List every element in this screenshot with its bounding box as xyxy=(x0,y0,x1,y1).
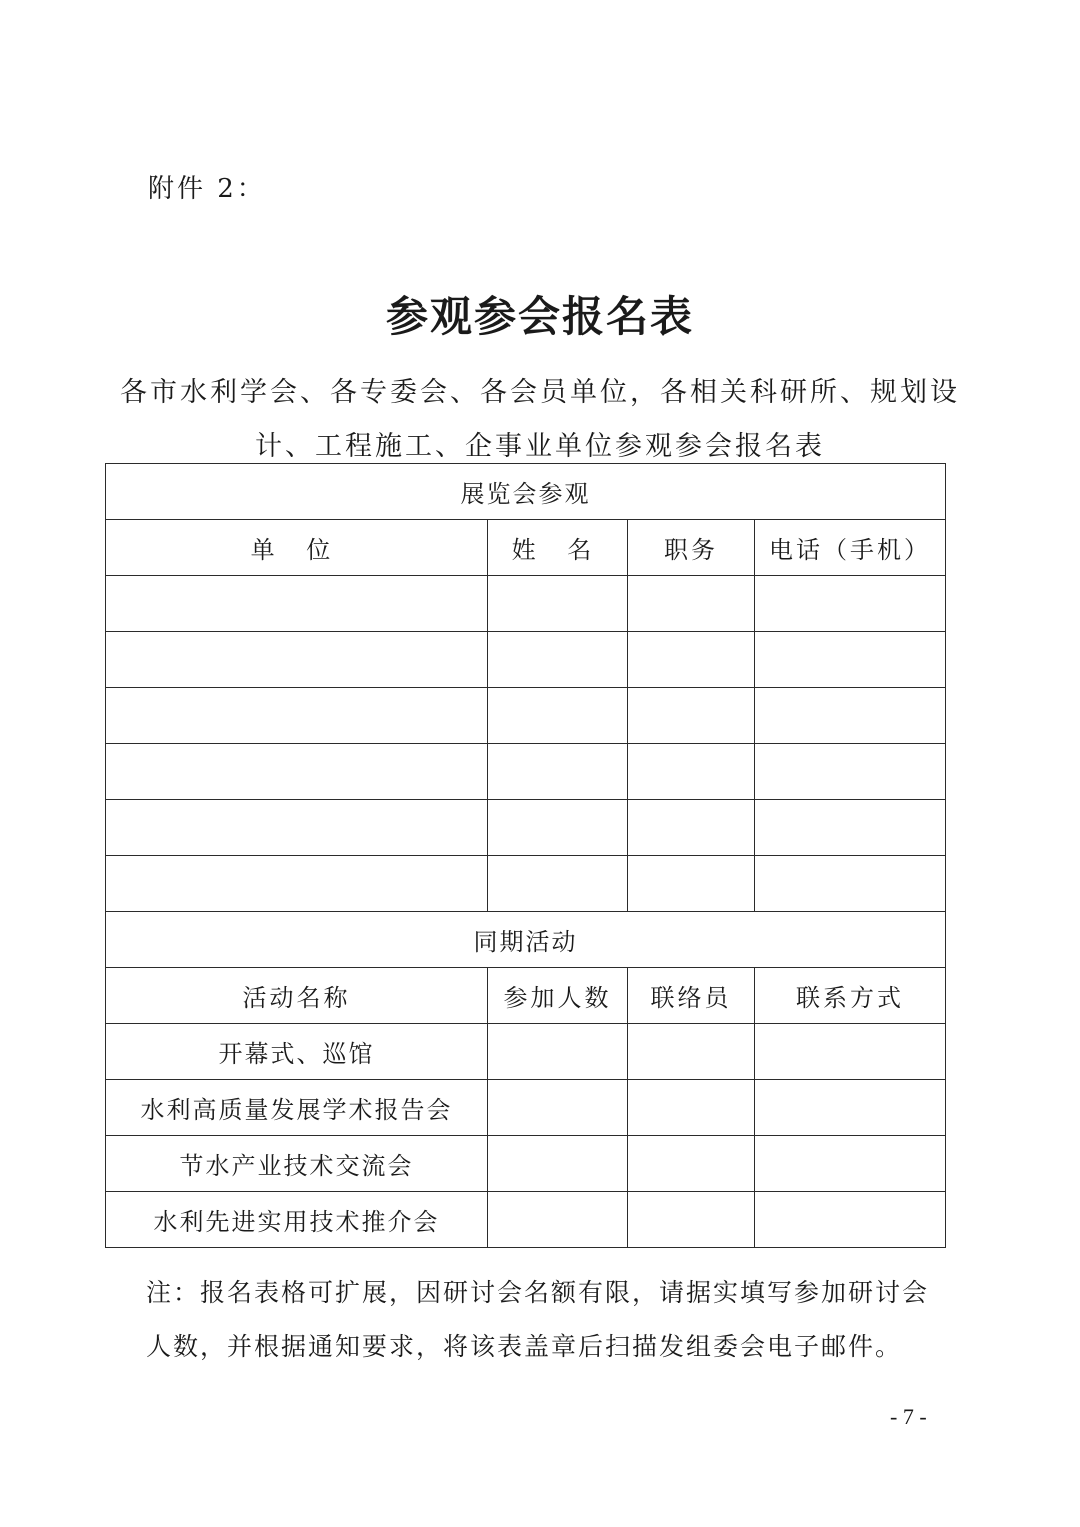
header-unit: 单 位 xyxy=(106,520,488,576)
activity-name-cell: 节水产业技术交流会 xyxy=(106,1136,488,1192)
subtitle-line-1: 各市水利学会、各专委会、各会员单位，各相关科研所、规划设 xyxy=(120,377,960,408)
name-cell[interactable] xyxy=(488,688,628,744)
phone-cell[interactable] xyxy=(755,576,946,632)
activity-name-cell: 水利高质量发展学术报告会 xyxy=(106,1080,488,1136)
header-name: 姓 名 xyxy=(488,520,628,576)
participant-count-cell[interactable] xyxy=(488,1136,628,1192)
liaison-cell[interactable] xyxy=(628,1136,755,1192)
table-row xyxy=(106,1136,946,1192)
name-cell[interactable] xyxy=(488,800,628,856)
phone-cell[interactable] xyxy=(755,744,946,800)
footnote-line-1: 注：报名表格可扩展，因研讨会名额有限，请据实填写参加研讨会 xyxy=(146,1278,930,1307)
footnote-line-2: 人数，并根据通知要求，将该表盖章后扫描发组委会电子邮件。 xyxy=(146,1332,903,1361)
unit-cell[interactable] xyxy=(106,744,488,800)
header-contact: 联系方式 xyxy=(755,968,946,1024)
table-row xyxy=(106,1024,946,1080)
attachment-label: 附件 2： xyxy=(148,174,266,204)
activities-header-row xyxy=(106,968,946,1024)
footnote xyxy=(146,1266,946,1374)
position-cell[interactable] xyxy=(628,856,755,912)
position-cell[interactable] xyxy=(628,744,755,800)
phone-cell[interactable] xyxy=(755,632,946,688)
header-position: 职务 xyxy=(628,520,755,576)
name-cell[interactable] xyxy=(488,856,628,912)
header-participant-count: 参加人数 xyxy=(488,968,628,1024)
exhibition-header-row xyxy=(106,520,946,576)
table-row xyxy=(106,632,946,688)
position-cell[interactable] xyxy=(628,688,755,744)
exhibition-section-title: 展览会参观 xyxy=(106,464,946,520)
table-row xyxy=(106,800,946,856)
table-row xyxy=(106,576,946,632)
activity-name-cell: 水利先进实用技术推介会 xyxy=(106,1192,488,1248)
unit-cell[interactable] xyxy=(106,856,488,912)
participant-count-cell[interactable] xyxy=(488,1024,628,1080)
participant-count-cell[interactable] xyxy=(488,1080,628,1136)
position-cell[interactable] xyxy=(628,800,755,856)
activities-section-row xyxy=(106,912,946,968)
activities-section-title: 同期活动 xyxy=(106,912,946,968)
exhibition-section-row xyxy=(106,464,946,520)
registration-table xyxy=(105,463,946,1248)
phone-cell[interactable] xyxy=(755,856,946,912)
phone-cell[interactable] xyxy=(755,800,946,856)
header-liaison: 联络员 xyxy=(628,968,755,1024)
table-row xyxy=(106,744,946,800)
name-cell[interactable] xyxy=(488,576,628,632)
table-row xyxy=(106,1080,946,1136)
table-row xyxy=(106,856,946,912)
unit-cell[interactable] xyxy=(106,576,488,632)
contact-cell[interactable] xyxy=(755,1136,946,1192)
unit-cell[interactable] xyxy=(106,688,488,744)
contact-cell[interactable] xyxy=(755,1192,946,1248)
name-cell[interactable] xyxy=(488,632,628,688)
liaison-cell[interactable] xyxy=(628,1024,755,1080)
name-cell[interactable] xyxy=(488,744,628,800)
page-number: - 7 - xyxy=(890,1404,927,1429)
header-activity-name: 活动名称 xyxy=(106,968,488,1024)
activity-name-cell: 开幕式、巡馆 xyxy=(106,1024,488,1080)
contact-cell[interactable] xyxy=(755,1080,946,1136)
table-row xyxy=(106,688,946,744)
position-cell[interactable] xyxy=(628,576,755,632)
phone-cell[interactable] xyxy=(755,688,946,744)
subtitle-line-2: 计、工程施工、企事业单位参观参会报名表 xyxy=(255,431,825,462)
header-phone: 电话（手机） xyxy=(755,520,946,576)
unit-cell[interactable] xyxy=(106,800,488,856)
table-row xyxy=(106,1192,946,1248)
liaison-cell[interactable] xyxy=(628,1192,755,1248)
liaison-cell[interactable] xyxy=(628,1080,755,1136)
position-cell[interactable] xyxy=(628,632,755,688)
unit-cell[interactable] xyxy=(106,632,488,688)
contact-cell[interactable] xyxy=(755,1024,946,1080)
participant-count-cell[interactable] xyxy=(488,1192,628,1248)
page-title: 参观参会报名表 xyxy=(385,292,694,341)
subtitle xyxy=(120,366,960,474)
